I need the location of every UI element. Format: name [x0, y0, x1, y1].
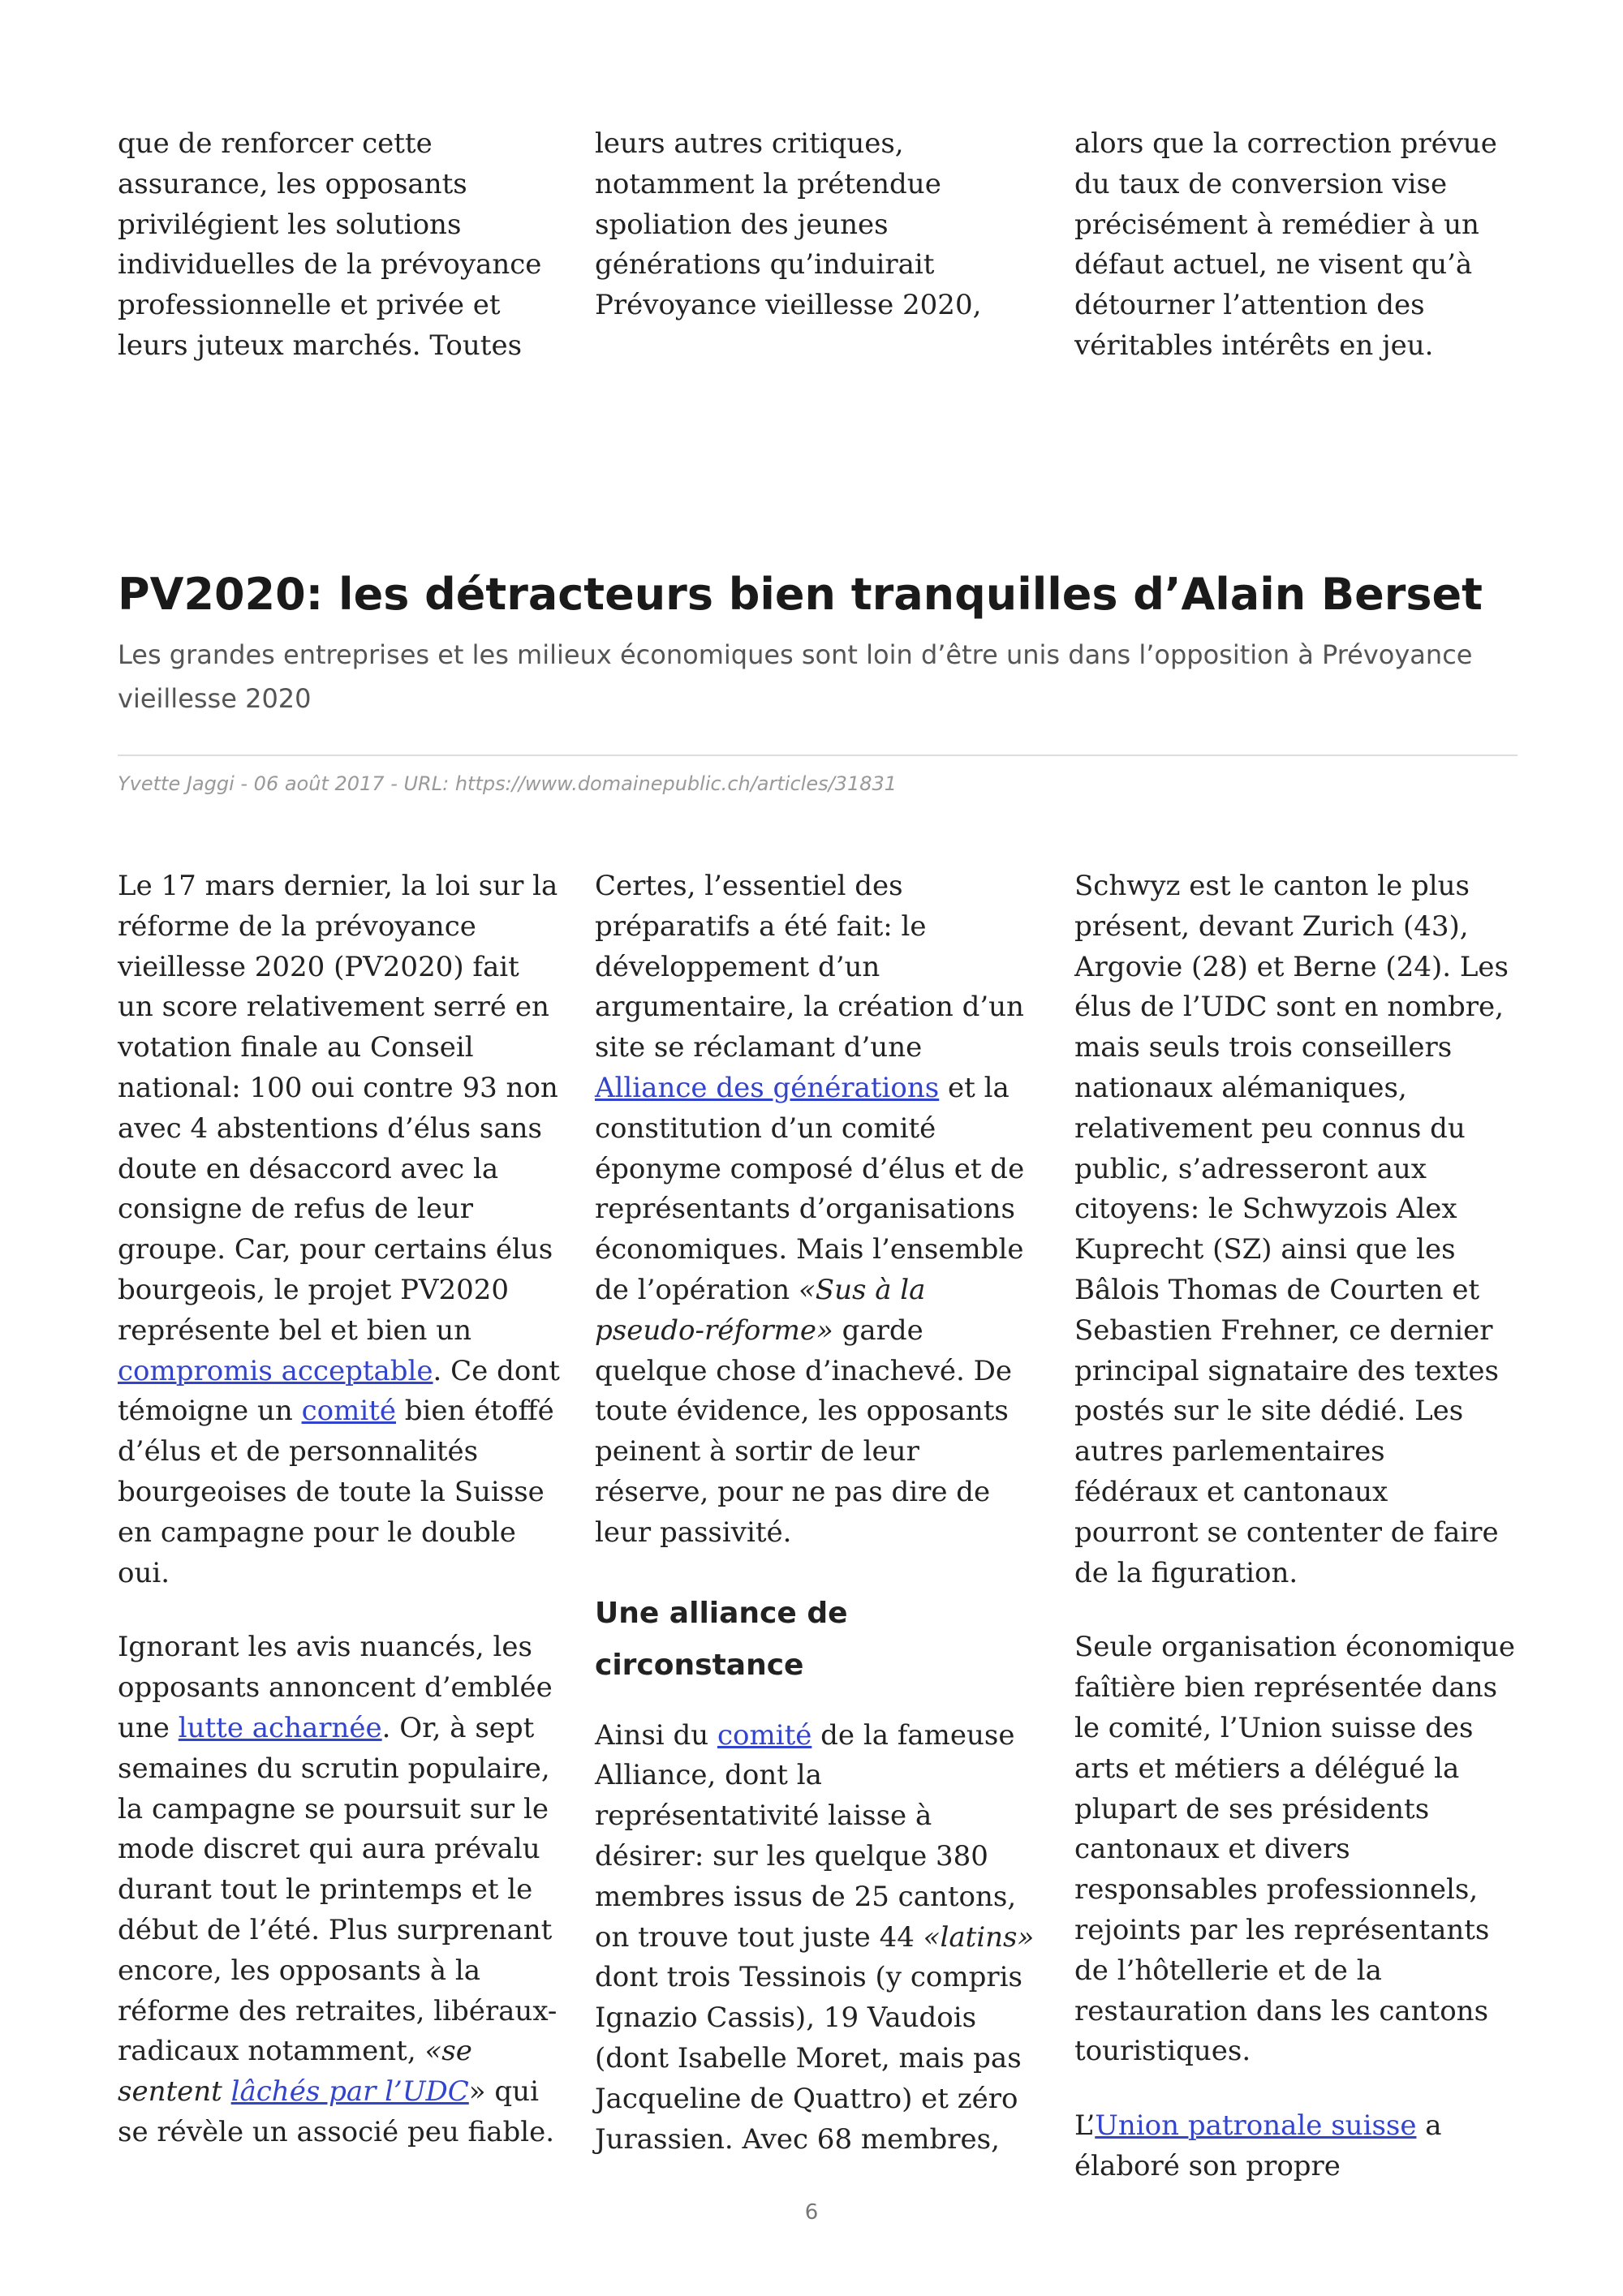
text-run: Le 17 mars dernier, la loi sur la réforme de la prévoyance vieillesse 2020 (PV2020) fait un score relativement serré en votation finale au Conseil national: 100 oui contre 93 non avec 4 abstentions d’élus sans doute en désaccord avec la consigne de refus de leur groupe. Car, pour certains élus bourgeois, le projet PV2020 représente bel et bien un	[118, 870, 558, 1347]
paragraph: Schwyz est le canton le plus présent, devant Zurich (43), Argovie (28) et Berne (24). Les élus de l’UDC sont en nombre, mais seuls trois conseillers nationaux alémaniques, relativement peu connus du public, s’adresseront aux citoyens: le Schwyzois Alex Kuprecht (SZ) ainsi que les Bâlois Thomas de Courten et Sebastien Frehner, ce dernier principal signataire des textes postés sur le site dédié. Les autres parlementaires fédéraux et cantonaux pourront se contenter de faire de la figuration.	[1074, 870, 1509, 1589]
page-number: 6	[804, 2200, 819, 2225]
link-union-patronale-suisse[interactable]: Union patronale suisse	[1095, 2109, 1417, 2143]
section-heading: Une alliance de circonstance	[595, 1596, 848, 1682]
link-lutte-acharnee[interactable]: lutte acharnée	[178, 1711, 382, 1744]
header-divider	[118, 755, 1518, 756]
paragraph	[1074, 2106, 1517, 2187]
paragraph: leurs autres critiques, notamment la prétendue spoliation des jeunes générations qu’induirait Prévoyance vieillesse 2020,	[595, 127, 982, 322]
paragraph	[595, 866, 1037, 1554]
paragraph	[595, 1716, 1037, 2161]
article-column-1	[118, 866, 560, 2153]
quote: «Sus à la pseudo-réforme»	[595, 1273, 926, 1347]
text-run: et la constitution d’un comité éponyme composé d’élus et de représentants d’organisations économiques. Mais l’ensemble de l’opération	[595, 1071, 1025, 1306]
article-column-3	[1074, 866, 1517, 2187]
text-run: de la fameuse Alliance, dont la représentativité laisse à désirer: sur les quelque 380 membres issus de 25 cantons, on trouve tout juste 44	[595, 1718, 1017, 1954]
text-run: Ignorant les avis nuancés, les opposants annoncent d’emblée une	[118, 1631, 553, 1744]
prev-article-column-2	[595, 124, 1037, 326]
paragraph	[118, 866, 560, 1593]
text-run: dont trois Tessinois (y compris Ignazio Cassis), 19 Vaudois (dont Isabelle Moret, mais pas Jacqueline de Quattro) et zéro Jurassien. Avec 68 membres,	[595, 1961, 1022, 2156]
paragraph: que de renforcer cette assurance, les opposants privilégient les solutions individuelles de la prévoyance professionnelle et privée et leurs juteux marchés. Toutes	[118, 127, 542, 362]
link-alliance-des-generations[interactable]: Alliance des générations	[595, 1071, 940, 1104]
quote: «latins»	[923, 1920, 1035, 1954]
article-subtitle: Les grandes entreprises et les milieux économiques sont loin d’être unis dans l’opposition à Prévoyance vieillesse 2020	[118, 639, 1473, 714]
paragraph: alors que la correction prévue du taux de conversion vise précisément à remédier à un défaut actuel, ne visent qu’à détourner l’attention des véritables intérêts en jeu.	[1074, 127, 1497, 362]
text-run: L’	[1074, 2109, 1096, 2143]
text-run: qui se révèle un associé peu fiable.	[118, 2075, 555, 2148]
text-run: «se sentent	[118, 2035, 472, 2109]
text-run: bien étoffé d’élus et de personnalités bourgeoises de toute la Suisse en campagne pour le double oui.	[118, 1395, 554, 1589]
prev-article-column-1	[118, 124, 560, 367]
article-column-2	[595, 866, 1037, 2160]
text-run: garde quelque chose d’inachevé. De toute évidence, les opposants peinent à sortir de leur réserve, pour ne pas dire de leur passivité.	[595, 1314, 1013, 1549]
text-run: »	[468, 2075, 486, 2109]
link-compromis-acceptable[interactable]: compromis acceptable	[118, 1354, 433, 1387]
text-run: a élaboré son propre	[1074, 2109, 1442, 2182]
article-title: PV2020: les détracteurs bien tranquilles d’Alain Berset	[118, 569, 1483, 620]
link-comite[interactable]: comité	[301, 1395, 396, 1428]
article-meta: Yvette Jaggi - 06 août 2017 - URL: https://www.domainepublic.ch/articles/31831	[118, 772, 898, 795]
paragraph	[118, 1627, 560, 2152]
link-laches-par-udc[interactable]: lâchés par l’UDC	[230, 2075, 469, 2109]
text-run: Ainsi du	[595, 1718, 717, 1752]
paragraph: Seule organisation économique faîtière bien représentée dans le comité, l’Union suisse des arts et métiers a délégué la plupart de ses présidents cantonaux et divers responsables professionnels, rejoints par les représentants de l’hôtellerie et de la restauration dans les cantons touristiques.	[1074, 1631, 1515, 2068]
text-run: . Or, à sept semaines du scrutin populaire, la campagne se poursuit sur le mode discret qui aura prévalu durant tout le printemps et le début de l’été. Plus surprenant encore, les opposants à la réforme des retraites, libéraux-radicaux notamment,	[118, 1711, 558, 2068]
text-run: Certes, l’essentiel des préparatifs a été fait: le développement d’un argumentaire, la création d’un site se réclamant d’une	[595, 870, 1024, 1064]
prev-article-column-3	[1074, 124, 1517, 367]
link-comite-alliance[interactable]: comité	[717, 1718, 812, 1752]
text-run: . Ce dont témoigne un	[118, 1354, 560, 1428]
